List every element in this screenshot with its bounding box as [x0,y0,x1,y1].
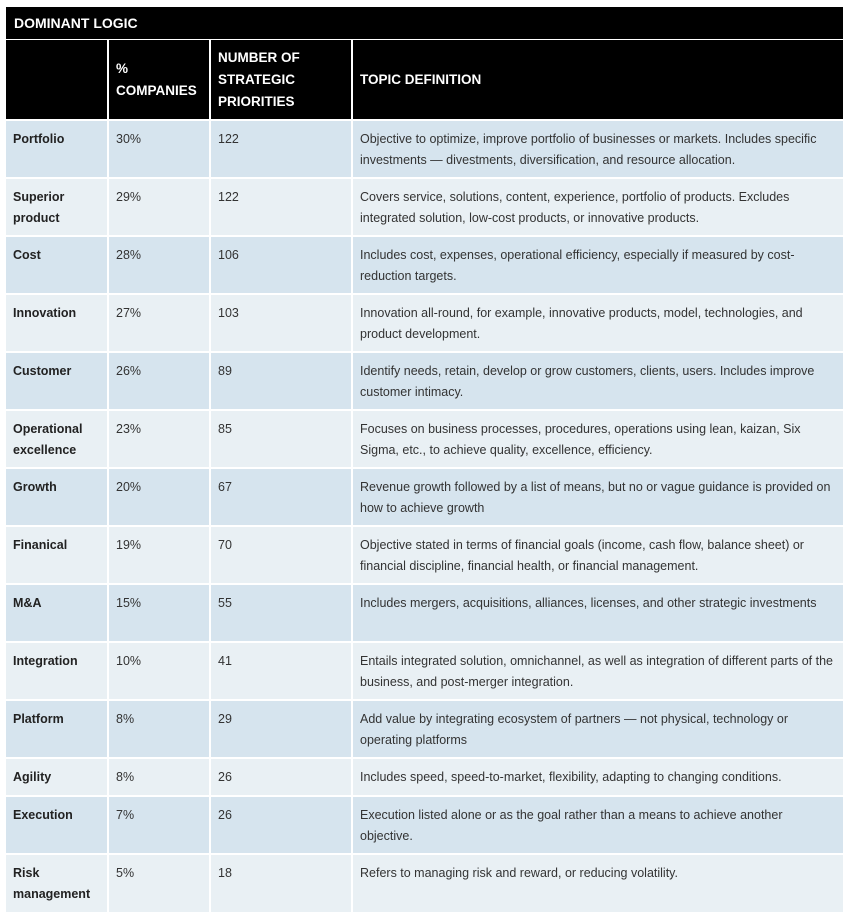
header-row [6,40,843,120]
count-cell: 103 [210,294,352,352]
percent-cell: 26% [108,352,210,410]
percent-cell: 28% [108,236,210,294]
table-row [6,758,843,796]
percent-cell: 20% [108,468,210,526]
count-cell: 26 [210,796,352,854]
count-cell: 122 [210,178,352,236]
percent-cell: 19% [108,526,210,584]
table-row [6,468,843,526]
percent-cell: 15% [108,584,210,642]
header-topic-definition: TOPIC DEFINITION [352,40,843,120]
topic-cell: Finanical [6,526,108,584]
definition-cell: Execution listed alone or as the goal rather than a means to achieve another objective. [352,796,843,854]
topic-cell: M&A [6,584,108,642]
count-cell: 29 [210,700,352,758]
percent-cell: 27% [108,294,210,352]
table-row [6,410,843,468]
count-cell: 26 [210,758,352,796]
topic-cell: Growth [6,468,108,526]
count-cell: 106 [210,236,352,294]
definition-cell: Objective stated in terms of financial goals (income, cash flow, balance sheet) or financial discipline, financial health, or financial management. [352,526,843,584]
percent-cell: 7% [108,796,210,854]
table-row [6,584,843,642]
definition-cell: Includes cost, expenses, operational efficiency, especially if measured by cost-reduction targets. [352,236,843,294]
count-cell: 89 [210,352,352,410]
header-number-of-strategic-priorities: NUMBER OF STRATEGIC PRIORITIES [210,40,352,120]
definition-cell: Includes speed, speed-to-market, flexibility, adapting to changing conditions. [352,758,843,796]
definition-cell: Revenue growth followed by a list of means, but no or vague guidance is provided on how to achieve growth [352,468,843,526]
topic-cell: Operational excellence [6,410,108,468]
table-row [6,294,843,352]
definition-cell: Add value by integrating ecosystem of partners — not physical, technology or operating platforms [352,700,843,758]
percent-cell: 10% [108,642,210,700]
table-row [6,236,843,294]
topic-cell: Agility [6,758,108,796]
definition-cell: Covers service, solutions, content, experience, portfolio of products. Excludes integrated solution, low-cost products, or innovative products. [352,178,843,236]
percent-cell: 8% [108,758,210,796]
percent-cell: 5% [108,854,210,912]
definition-cell: Objective to optimize, improve portfolio of businesses or markets. Includes specific investments — divestments, diversification, and resource allocation. [352,120,843,178]
topic-cell: Superior product [6,178,108,236]
topic-cell: Execution [6,796,108,854]
percent-cell: 8% [108,700,210,758]
topic-cell: Innovation [6,294,108,352]
table-row [6,642,843,700]
header-percent-companies: % COMPANIES [108,40,210,120]
definition-cell: Includes mergers, acquisitions, alliances, licenses, and other strategic investments [352,584,843,642]
topic-cell: Platform [6,700,108,758]
count-cell: 122 [210,120,352,178]
table-row [6,700,843,758]
table-row [6,796,843,854]
definition-cell: Innovation all-round, for example, innovative products, model, technologies, and product development. [352,294,843,352]
count-cell: 85 [210,410,352,468]
count-cell: 55 [210,584,352,642]
count-cell: 41 [210,642,352,700]
table-row [6,120,843,178]
topic-cell: Portfolio [6,120,108,178]
table-row [6,352,843,410]
definition-cell: Refers to managing risk and reward, or reducing volatility. [352,854,843,912]
table-row [6,526,843,584]
percent-cell: 29% [108,178,210,236]
count-cell: 70 [210,526,352,584]
definition-cell: Focuses on business processes, procedures, operations using lean, kaizan, Six Sigma, etc., to achieve quality, excellence, efficiency. [352,410,843,468]
percent-cell: 30% [108,120,210,178]
table-row [6,854,843,912]
table-title: DOMINANT LOGIC [6,7,843,40]
dominant-logic-table-container [6,7,843,912]
dominant-logic-table [6,40,843,912]
topic-cell: Cost [6,236,108,294]
percent-cell: 23% [108,410,210,468]
table-row [6,178,843,236]
topic-cell: Risk management [6,854,108,912]
count-cell: 18 [210,854,352,912]
topic-cell: Customer [6,352,108,410]
count-cell: 67 [210,468,352,526]
definition-cell: Identify needs, retain, develop or grow customers, clients, users. Includes improve customer intimacy. [352,352,843,410]
definition-cell: Entails integrated solution, omnichannel, as well as integration of different parts of the business, and post-merger integration. [352,642,843,700]
header-topic [6,40,108,120]
topic-cell: Integration [6,642,108,700]
